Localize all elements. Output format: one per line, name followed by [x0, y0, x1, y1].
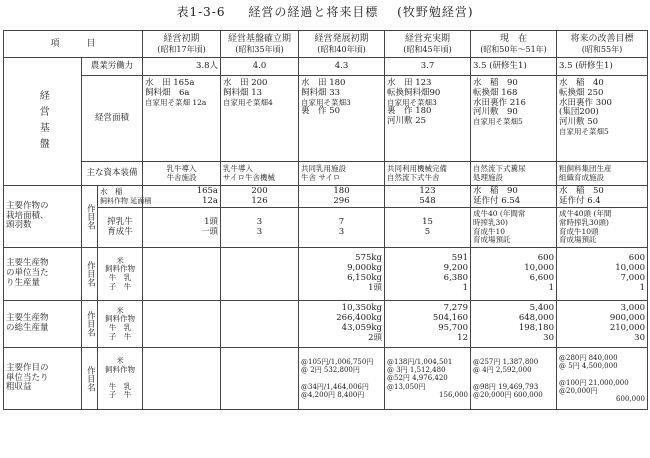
income-cell-empty [221, 348, 299, 410]
crop-cell: 成牛40頭 (年間 常時搾乳30頭) 育成牛10頭 育成場預託 [557, 208, 648, 248]
area-cell: 水 田 180 飼料畑 33 自家用そ菜畑3 裏 作 50 [299, 76, 385, 162]
table-number: 表1-3-6 [176, 5, 226, 19]
area-cell: 水 田 200 飼料畑 13 自家用そ菜畑4 [221, 76, 299, 162]
labor-value: 3.8人 [143, 58, 221, 76]
crop-cell: 成牛40 (年間常 時搾乳30) 育成牛10 育成場預託 [471, 208, 557, 248]
crop-cell: 200 126 [221, 186, 299, 208]
crop-cell: 水 稲 90 延作付 6.54 [471, 186, 557, 208]
header-col-6: 将来の改善目標 (昭和55年) [557, 31, 648, 58]
unit-cell-empty [221, 248, 299, 301]
area-cell: 水 田 123 転換飼料畑90 自家用そ菜畑3 裏 作 180 河川敷 25 [385, 76, 471, 162]
income-cell: @257円 1,387,800 @ 4円 2,592,000 @98円 19,469,793 @20,000円 600,000 [471, 348, 557, 410]
equipment-cell: 共同乳用施設 牛舎 サイロ [299, 162, 385, 186]
crop-label: 主要作物の 栽培面積、 頭羽数 [4, 186, 82, 248]
unit-cell: 591 9,200 6,380 1 [385, 248, 471, 301]
unit-cell-empty [143, 248, 221, 301]
unit-cell: 575kg 9,000kg 6,150kg 1頭 [299, 248, 385, 301]
labor-value: 3.5 (研修生1) [471, 58, 557, 76]
labor-label: 農業労働力 [82, 58, 143, 76]
area-label: 経営面積 [82, 76, 143, 162]
total-cell: 3,000 900,000 210,000 30 [557, 301, 648, 348]
crop-cell: 180 296 [299, 186, 385, 208]
crop-items-b: 搾乳牛 育成牛 [98, 208, 143, 248]
labor-value: 4.3 [299, 58, 385, 76]
crop-row-b [4, 208, 648, 248]
total-subhead: 作目名 [82, 301, 98, 348]
unit-subhead: 作目名 [82, 248, 98, 301]
crop-cell: 165a 12a [143, 186, 221, 208]
header-col-2: 経営基盤確立期 (昭和35年頃) [221, 31, 299, 58]
crop-cell: 7 3 [299, 208, 385, 248]
total-cell: 5,400 648,000 198,180 30 [471, 301, 557, 348]
area-cell: 水 田 165a 飼料畑 6a 自家用そ菜畑 12a [143, 76, 221, 162]
income-cell: @280円 840,000 @ 5円 4,500,000 @100円 21,000,000 @20,000円 600,000 [557, 348, 648, 410]
total-cell: 10,350kg 266,400kg 43,059kg 2頭 [299, 301, 385, 348]
income-subhead: 作目名 [82, 348, 98, 410]
document-title [0, 3, 650, 20]
table-subtitle: (牧野勉経営) [397, 5, 474, 19]
income-items: 米 飼料作物 牛 乳 子 牛 [98, 348, 143, 410]
management-table [3, 30, 648, 410]
unit-cell: 600 10,000 7,000 1 [557, 248, 648, 301]
crop-cell: 15 5 [385, 208, 471, 248]
header-row [4, 31, 648, 58]
header-col-3: 経営発展初期 (昭和40年頃) [299, 31, 385, 58]
income-cell-empty [143, 348, 221, 410]
header-col-5: 現 在 (昭和50年〜51年) [471, 31, 557, 58]
labor-value: 3.7 [385, 58, 471, 76]
income-cell: @138円/1,004,501 @ 3円 1,512,480 @52円 4,976,420 @13,050円 156,000 [385, 348, 471, 410]
base-group-label: 経営基盤 [4, 58, 82, 186]
crop-cell: 1頭 一頭 [143, 208, 221, 248]
crop-row-a [4, 186, 648, 208]
total-label: 主要生産物 の総生産量 [4, 301, 82, 348]
crop-cell: 3 3 [221, 208, 299, 248]
total-row [4, 301, 648, 348]
equipment-cell: 自然流下式糞尿 処理施設 [471, 162, 557, 186]
labor-row [4, 58, 648, 76]
income-label: 主要作目の 単位当たり 粗収益 [4, 348, 82, 410]
area-cell: 水 稲 40 転換畑 250 水田裏作 300 (集団200) 河川敷 50 自家用そ菜畑5 [557, 76, 648, 162]
total-cell: 7,279 504,160 95,700 12 [385, 301, 471, 348]
area-cell: 水 稲 90 転換畑 168 水田裏作 216 河川敷 90 自家用そ菜畑5 [471, 76, 557, 162]
table-title: 経営の経過と将来目標 [248, 5, 379, 19]
header-col-4: 経営充実期 (昭和45年頃) [385, 31, 471, 58]
unit-items: 米 飼料作物 牛 乳 子 牛 [98, 248, 143, 301]
equipment-cell: 共同利用機械完備 自然流下式牛舎 [385, 162, 471, 186]
equipment-label: 主な資本装備 [82, 162, 143, 186]
equipment-cell: 乳牛導入 牛舎施設 [143, 162, 221, 186]
header-item: 項 目 [4, 31, 143, 58]
unit-cell: 600 10,000 6,600 1 [471, 248, 557, 301]
equipment-cell: 粗飼料集団生産 組織育成施設 [557, 162, 648, 186]
total-items: 米 飼料作物 牛 乳 子 牛 [98, 301, 143, 348]
crop-cell: 水 稲 50 延作付 6.4 [557, 186, 648, 208]
unit-row [4, 248, 648, 301]
income-row [4, 348, 648, 410]
labor-value: 3.5 (研修生1) [557, 58, 648, 76]
total-cell-empty [143, 301, 221, 348]
total-cell-empty [221, 301, 299, 348]
unit-label: 主要生産物 の単位当た り生産量 [4, 248, 82, 301]
crop-cell: 123 548 [385, 186, 471, 208]
equipment-row [4, 162, 648, 186]
crop-subhead: 作目名 [82, 186, 98, 248]
crop-items-a: 水 稲 飼料作物 延面積 [98, 186, 143, 208]
income-cell: @105円/1,006,750円 @ 2円 532,800円 @34円/1,464,006円 @4,200円 8,400円 [299, 348, 385, 410]
header-col-1: 経営初期 (昭和17年頃) [143, 31, 221, 58]
labor-value: 4.0 [221, 58, 299, 76]
equipment-cell: 乳牛導入 サイロ牛舎機械 [221, 162, 299, 186]
area-row [4, 76, 648, 162]
